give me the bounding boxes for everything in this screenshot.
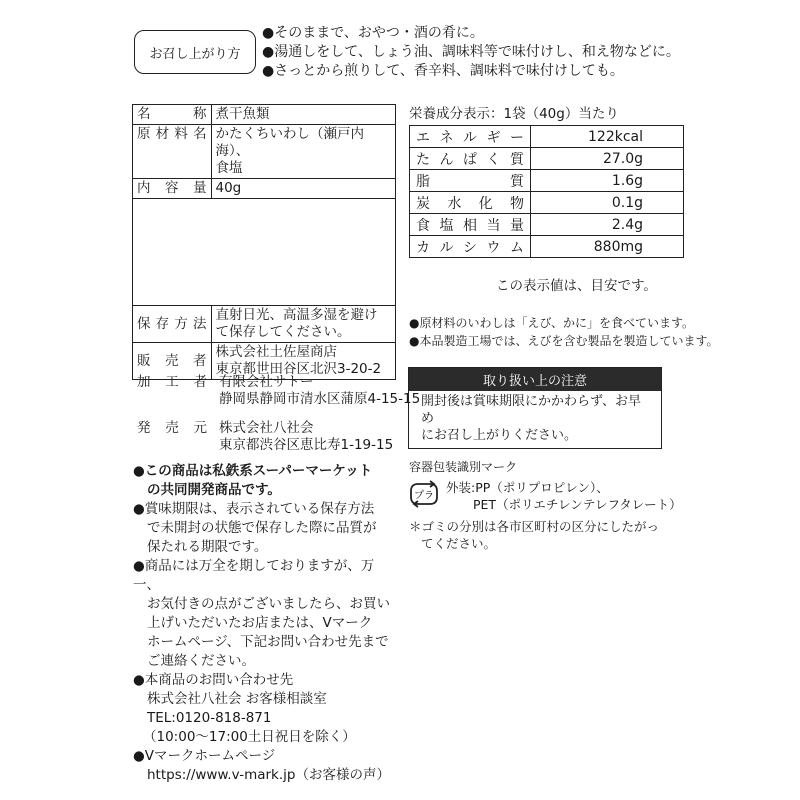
note-line: ●賞味期限は、表示されている保存方法 [133,501,375,517]
processor-line: 有限会社サトー [219,374,314,390]
nutrition-row [410,192,684,214]
nutrient-value: 0.1g [531,192,684,214]
distributor-value [219,420,393,454]
spec-value-line: 直射日光、高温多湿を避け [215,307,378,323]
note-line: ●商品には万全を期しておりますが、万一、 [133,558,375,593]
serving-line: ●そのままで、おやつ・酒の肴に。 [262,25,484,41]
nutrient-value: 1.6g [531,170,684,192]
note-line: （10:00〜17:00土日祝日を除く） [143,729,356,745]
spec-row-name [133,105,396,125]
spec-key: 保存方法 [133,306,212,343]
processor-key: 加工者 [137,374,207,390]
spec-row-ingredients [133,125,396,179]
allergy-line: ●本品製造工場では、えびを含む製品を製造しています。 [409,334,719,348]
allergy-notes [409,314,719,350]
serving-line: ●さっとから煎りして、香辛料、調味料で味付けしても。 [262,63,624,79]
spec-key: 名称 [133,105,212,125]
processor-value [219,374,420,408]
packaging-footnote [409,518,659,552]
serving-label-box [134,30,256,74]
spec-value [211,306,396,343]
handling-caution-box [408,367,662,449]
note-line: ホームページ、下記お問い合わせ先まで [147,634,389,650]
nutrient-value: 122kcal [531,126,684,148]
packaging-line: PET（ポリエチレンテレフタレート） [473,497,682,512]
nutrition-row [410,148,684,170]
spec-row-volume [133,179,396,199]
distributor-line: 株式会社八社会 [219,420,314,436]
nutrition-row [410,170,684,192]
nutrition-row [410,236,684,258]
product-spec-table [132,104,396,380]
note-line: 株式会社八社会 お客様相談室 [147,691,327,707]
nutrition-table [409,125,684,258]
nutrient-name: エネルギー [410,126,531,148]
nutrition-row [410,126,684,148]
nutrient-name: 脂質 [410,170,531,192]
spec-value: 40g [211,179,396,199]
distributor-line: 東京都渋谷区恵比寿1-19-15 [219,437,394,453]
packaging-foot-line: ＊ゴミの分別は各市区町村の区分にしたがっ [409,519,660,534]
spec-value-line: 東京都世田谷区北沢3-20-2 [215,361,382,377]
note-line: 上げいただいたお店または、Vマーク [147,615,373,631]
note-line: で未開封の状態で保存した際に品質が [147,520,377,536]
nutrient-value: 880mg [531,236,684,258]
product-notes [133,462,401,785]
distributor-key: 発売元 [137,420,207,436]
plastic-recycle-icon [408,478,440,510]
spec-value [211,125,396,179]
packaging-line: 外装:PP（ポリプロピレン）、 [446,480,609,495]
packaging-foot-line: てください。 [421,536,497,551]
packaging-material [446,479,682,513]
distributor-info [137,420,393,454]
allergy-line: ●原材料のいわしは「えび、かに」を食べています。 [409,316,695,330]
spec-key: 内容量 [133,179,212,199]
spec-key: 販売者 [133,343,212,380]
nutrient-name: カルシウム [410,236,531,258]
caution-line: 開封後は賞味期限にかかわらず、お早め [421,394,641,426]
caution-body [409,391,661,448]
serving-label: お召し上がり方 [149,46,241,62]
serving-suggestions [262,24,680,81]
spec-value-line: 食塩 [215,160,243,176]
note-line: ●本商品のお問い合わせ先 [133,672,294,688]
nutrition-title: 栄養成分表示：1袋（40g）当たり [409,106,619,122]
note-line: の共同開発商品です。 [147,482,281,498]
processor-info [137,374,420,408]
note-line: ●Vマークホームページ [133,748,276,764]
note-line: お気付きの点がございましたら、お買い [147,596,390,612]
note-line: 保たれる期限です。 [147,539,268,555]
spec-blank-area [133,199,396,306]
note-line: ご連絡ください。 [147,653,255,669]
nutrient-value: 2.4g [531,214,684,236]
caution-title: 取り扱い上の注意 [409,368,661,391]
spec-row-storage [133,306,396,343]
plastic-mark-text: プラ [414,490,434,502]
nutrient-name: 炭水化物 [410,192,531,214]
note-line: TEL:0120-818-871 [147,710,272,726]
spec-value-line: 株式会社土佐屋商店 [215,344,337,360]
spec-row-blank [133,199,396,306]
nutrition-row [410,214,684,236]
nutrient-value: 27.0g [531,148,684,170]
nutrition-footnote: この表示値は、目安です。 [496,278,657,294]
processor-line: 静岡県静岡市清水区蒲原4-15-15 [219,391,421,407]
nutrient-name: たんぱく質 [410,148,531,170]
packaging-title: 容器包装識別マーク [409,460,518,474]
spec-value: 煮干魚類 [211,105,396,125]
spec-value-line: かたくちいわし（瀬戸内海）、 [215,126,364,159]
spec-key: 原材料名 [133,125,212,179]
caution-line: にお召し上がりください。 [421,428,578,443]
note-line: ●この商品は私鉄系スーパーマーケット [133,463,373,479]
note-line: https://www.v-mark.jp（お客様の声） [147,767,390,783]
serving-line: ●湯通しをして、しょう油、調味料等で味付けし、和え物などに。 [262,44,680,60]
spec-value-line: て保存してください。 [215,324,351,340]
nutrient-name: 食塩相当量 [410,214,531,236]
